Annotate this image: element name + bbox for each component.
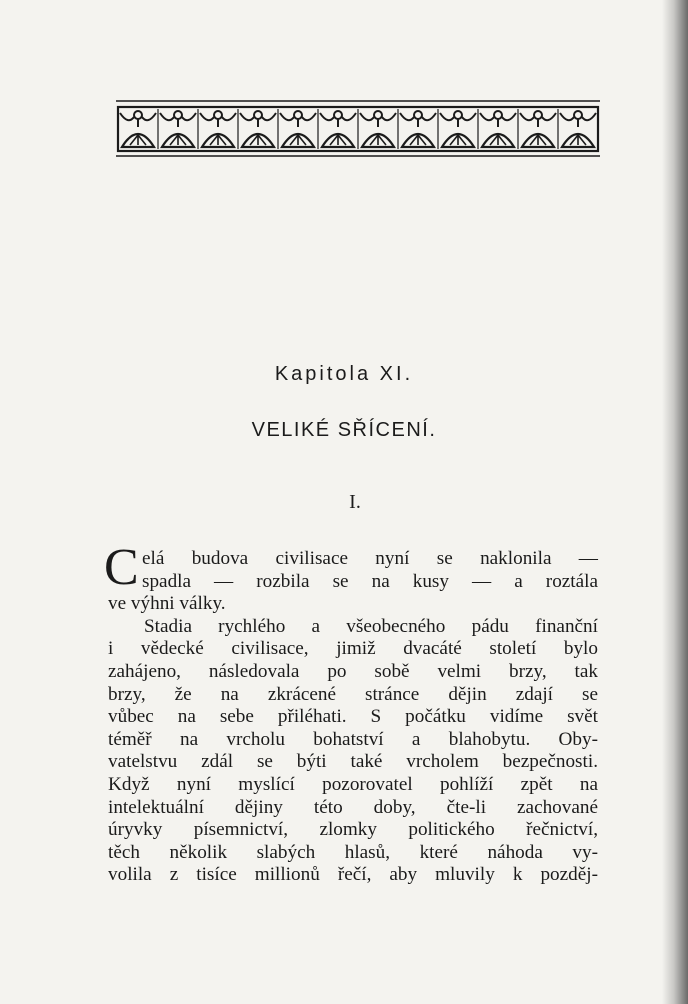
ornament-motif [480,109,518,149]
ornament-motif [280,109,318,149]
text-line: elá budova civilisace nyní se naklonila — [142,548,598,569]
text-line: těch několik slabých hlasů, které náhoda vy- [108,841,598,863]
body-text [104,539,598,887]
ornament-motif [240,109,278,149]
ornament-motif [360,109,398,149]
ornament-motif [520,109,558,149]
text-line: ve výhni války. [108,593,226,615]
text-line: zahájeno, následovala po sobě velmi brzy, tak [108,660,598,682]
text-line: vatelstvu zdál se býti také vrcholem bezpečnosti. [108,751,598,773]
chapter-header-ornament [116,99,600,159]
text-line: brzy, že na zkrácené stránce dějin zdají se [108,683,598,705]
ornament-motif [400,109,438,149]
chapter-title: VELIKÉ SŘÍCENÍ. [251,419,437,441]
drop-cap: C [104,539,139,596]
ornament-motif [320,109,358,149]
text-line: Stadia rychlého a všeobecného pádu finanční [144,615,598,637]
text-line: spadla — rozbila se na kusy — a roztála [142,570,598,592]
text-line: Když nyní myslící pozorovatel pohlíží zpět na [108,773,598,795]
chapter-label: Kapitola XI. [274,363,414,385]
text-line: intelektuální dějiny této doby, čte-li zachované [108,796,598,818]
ornament-motif [440,109,478,149]
text-line: vůbec na sebe přiléhati. S počátku vidíme svět [108,706,598,728]
ornament-motif [160,109,198,149]
ornament-motif [200,109,238,149]
section-number: I. [349,491,361,513]
text-line: i vědecké civilisace, jimiž dvacáté století bylo [108,638,598,660]
ornament-motif [560,111,596,147]
text-line: volila z tisíce millionů řečí, aby mluvily k pozděj- [108,864,598,886]
page-edge-shadow [662,0,688,1004]
text-line: téměř na vrcholu bohatství a blahobytu. Oby- [108,728,598,750]
ornament-motif [120,109,158,149]
text-line: úryvky písemnictví, zlomky politického řečnictví, [108,819,598,841]
